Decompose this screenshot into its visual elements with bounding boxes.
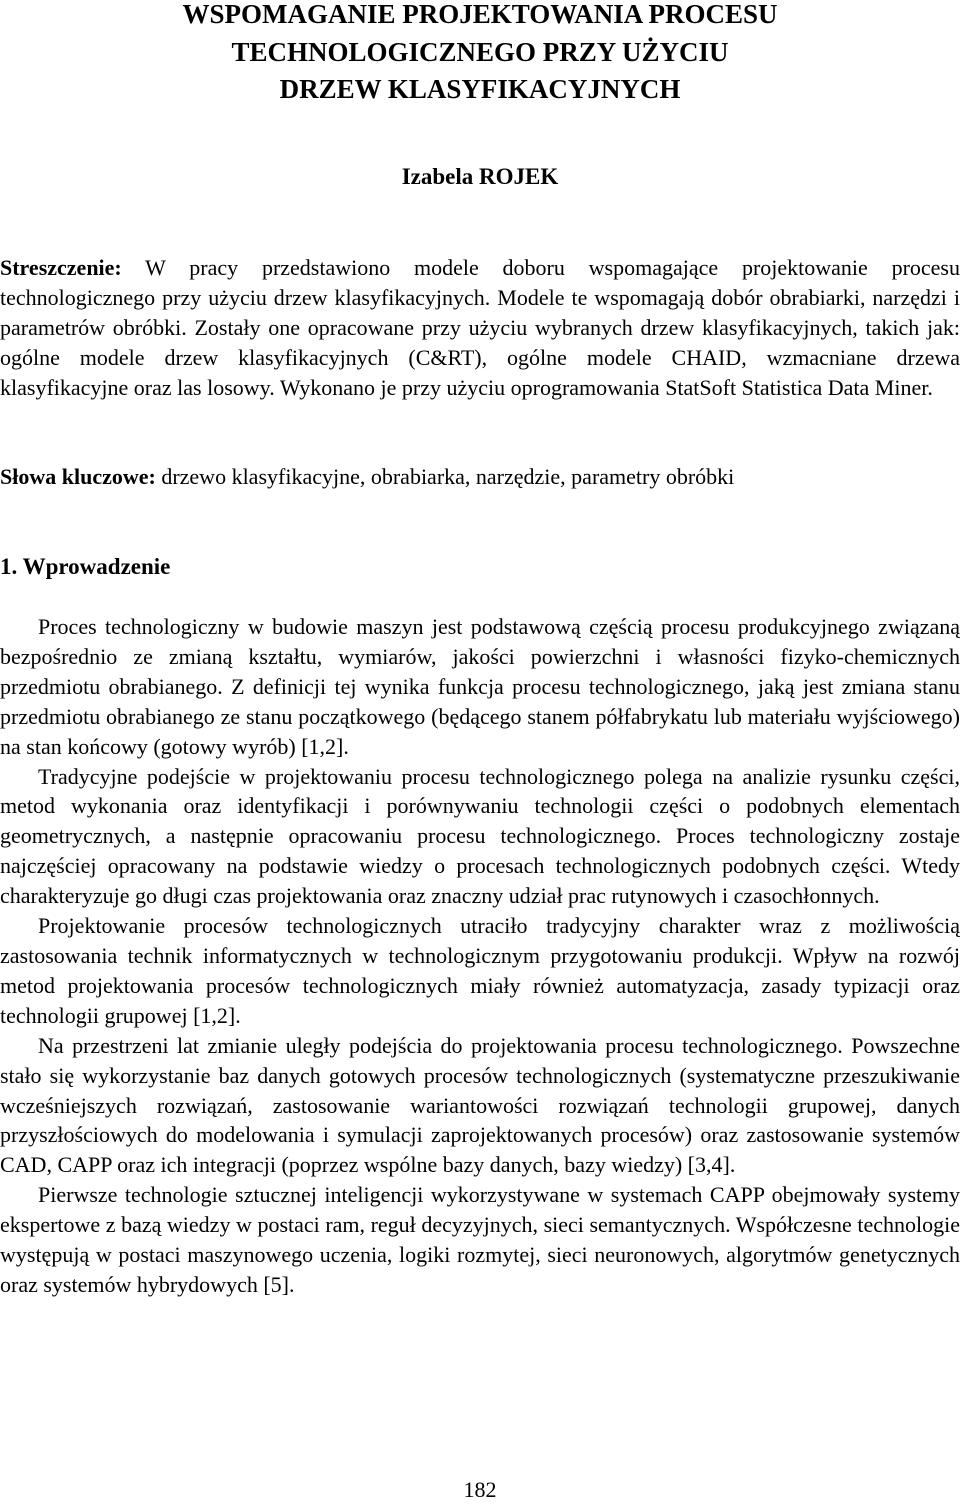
abstract (0, 253, 960, 403)
paper-title (0, 0, 960, 109)
paragraph-3: Projektowanie procesów technologicznych utraciło tradycyjny charakter wraz z możliwością zastosowania technik informatycznych w technologicznym przygotowaniu produkcji. Wpływ na rozwój metod projektowania procesów technologicznych miały również automatyzacja, zasady typizacji oraz technologii grupowej [1,2]. (0, 913, 960, 1028)
abstract-label: Streszczenie: (0, 255, 122, 280)
keywords-label: Słowa kluczowe: (0, 464, 156, 489)
title-line-3: DRZEW KLASYFIKACYJNYCH (279, 74, 681, 104)
keywords (0, 462, 960, 492)
title-line-1: WSPOMAGANIE PROJEKTOWANIA PROCESU (182, 0, 778, 29)
title-line-2: TECHNOLOGICZNEGO PRZY UŻYCIU (231, 36, 729, 67)
paragraph-1: Proces technologiczny w budowie maszyn jest podstawową częścią procesu produkcyjnego związaną bezpośrednio ze zmianą kształtu, wymiarów, jakości powierzchni i własności fizyko-chemicznych przedmiotu obrabianego. Z definicji tej wynika funkcja procesu technologicznego, jaką jest zmiana stanu przedmiotu obrabianego ze stanu początkowego (będącego stanem półfabrykatu lub materiału wyjściowego) na stan końcowy (gotowy wyrób) [1,2]. (0, 614, 960, 759)
paragraph-5: Pierwsze technologie sztucznej inteligencji wykorzystywane w systemach CAPP obejmowały systemy ekspertowe z bazą wiedzy w postaci ram, reguł decyzyjnych, sieci semantycznych. Współczesne technologie występują w postaci maszynowego uczenia, logiki rozmytej, sieci neuronowych, algorytmów genetycznych oraz systemów hybrydowych [5]. (0, 1182, 960, 1297)
paragraph-2: Tradycyjne podejście w projektowaniu procesu technologicznego polega na analizie rysunku części, metod wykonania oraz identyfikacji i porównywaniu technologii części o podobnych elementach geometrycznych, a następnie opracowaniu procesu technologicznego. Proces technologiczny zostaje najczęściej opracowany na podstawie wiedzy o procesach technologicznych podobnych części. Wtedy charakteryzuje go długi czas projektowania oraz znaczny udział prac rutynowych i czasochłonnych. (0, 763, 960, 909)
section-body (0, 612, 960, 1300)
keywords-text: drzewo klasyfikacyjne, obrabiarka, narzędzie, parametry obróbki (155, 464, 735, 489)
page-number: 182 (463, 1477, 497, 1502)
author-name: Izabela ROJEK (401, 164, 559, 189)
section-heading: 1. Wprowadzenie (0, 554, 171, 579)
abstract-text: W pracy przedstawiono modele doboru wspomagające projektowanie procesu technologicznego przy użyciu drzew klasyfikacyjnych. Modele te wspomagają dobór obrabiarki, narzędzi i parametrów obróbki. Zostały one opracowane przy użyciu wybranych drzew klasyfikacyjnych, takich jak: ogólne modele drzew klasyfikacyjnych (C&RT), ogólne modele CHAID, wzmacniane drzewa klasyfikacyjne oraz las losowy. Wykonano je przy użyciu oprogramowania StatSoft Statistica Data Miner. (0, 255, 960, 400)
paragraph-4: Na przestrzeni lat zmianie uległy podejścia do projektowania procesu technologicznego. Powszechne stało się wykorzystanie baz danych gotowych procesów technologicznych (systematyczne przeszukiwanie wcześniejszych rozwiązań, zastosowanie wariantowości rozwiązań technologii grupowej, danych przyszłościowych do modelowania i symulacji zaprojektowanych procesów) oraz zastosowanie systemów CAD, CAPP oraz ich integracji (poprzez wspólne bazy danych, bazy wiedzy) [3,4]. (0, 1032, 960, 1178)
